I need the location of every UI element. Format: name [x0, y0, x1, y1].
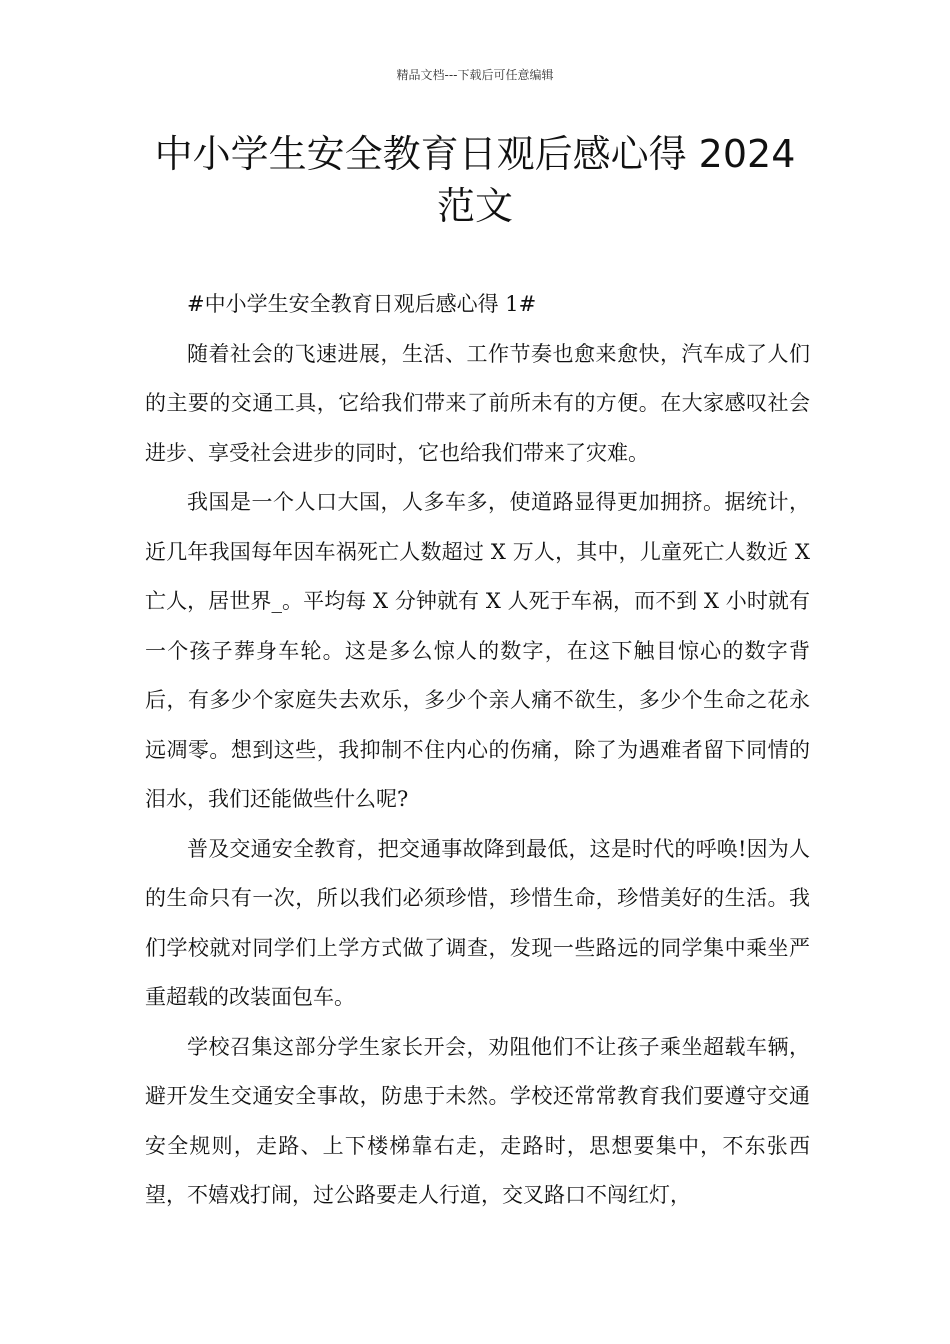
- document-body: [145, 280, 810, 1221]
- section-heading: #中小学生安全教育日观后感心得 1#: [187, 292, 537, 316]
- paragraph-4: 学校召集这部分学生家长开会，劝阻他们不让孩子乘坐超载车辆，避开发生交通安全事故，防患于未然。学校还常常教育我们要遵守交通安全规则，走路、上下楼梯靠右走，走路时，思想要集中，不东张西望，不嬉戏打闹，过公路要走人行道，交叉路口不闯红灯，: [145, 1034, 810, 1207]
- paragraph-3: 普及交通安全教育，把交通事故降到最低，这是时代的呼唤!因为人的生命只有一次，所以我们必须珍惜，珍惜生命，珍惜美好的生活。我们学校就对同学们上学方式做了调查，发现一些路远的同学集中乘坐严重超载的改装面包车。: [145, 836, 810, 1009]
- paragraph-1: 随着社会的飞速进展，生活、工作节奏也愈来愈快，汽车成了人们的主要的交通工具，它给我们带来了前所未有的方便。在大家感叹社会进步、享受社会进步的同时，它也给我们带来了灾难。: [145, 341, 810, 465]
- header-note: 精品文档---下载后可任意编辑: [396, 68, 554, 82]
- title-line-2: 范文: [436, 184, 513, 228]
- paragraph-2: 我国是一个人口大国，人多车多，使道路显得更加拥挤。据统计，近几年我国每年因车祸死亡人数超过 X 万人，其中，儿童死亡人数近 X 亡人，居世界_。平均每 X 分钟就有 X 人死于车祸，而不到 X 小时就有一个孩子葬身车轮。这是多么惊人的数字，在这下触目惊心的数字背后，有多少个家庭失去欢乐，多少个亲人痛不欲生，多少个生命之花永远凋零。想到这些，我抑制不住内心的伤痛，除了为遇难者留下同情的泪水，我们还能做些什么呢?: [145, 490, 810, 811]
- title-line-1: 中小学生安全教育日观后感心得 2024: [154, 132, 796, 176]
- document-title: [120, 128, 830, 232]
